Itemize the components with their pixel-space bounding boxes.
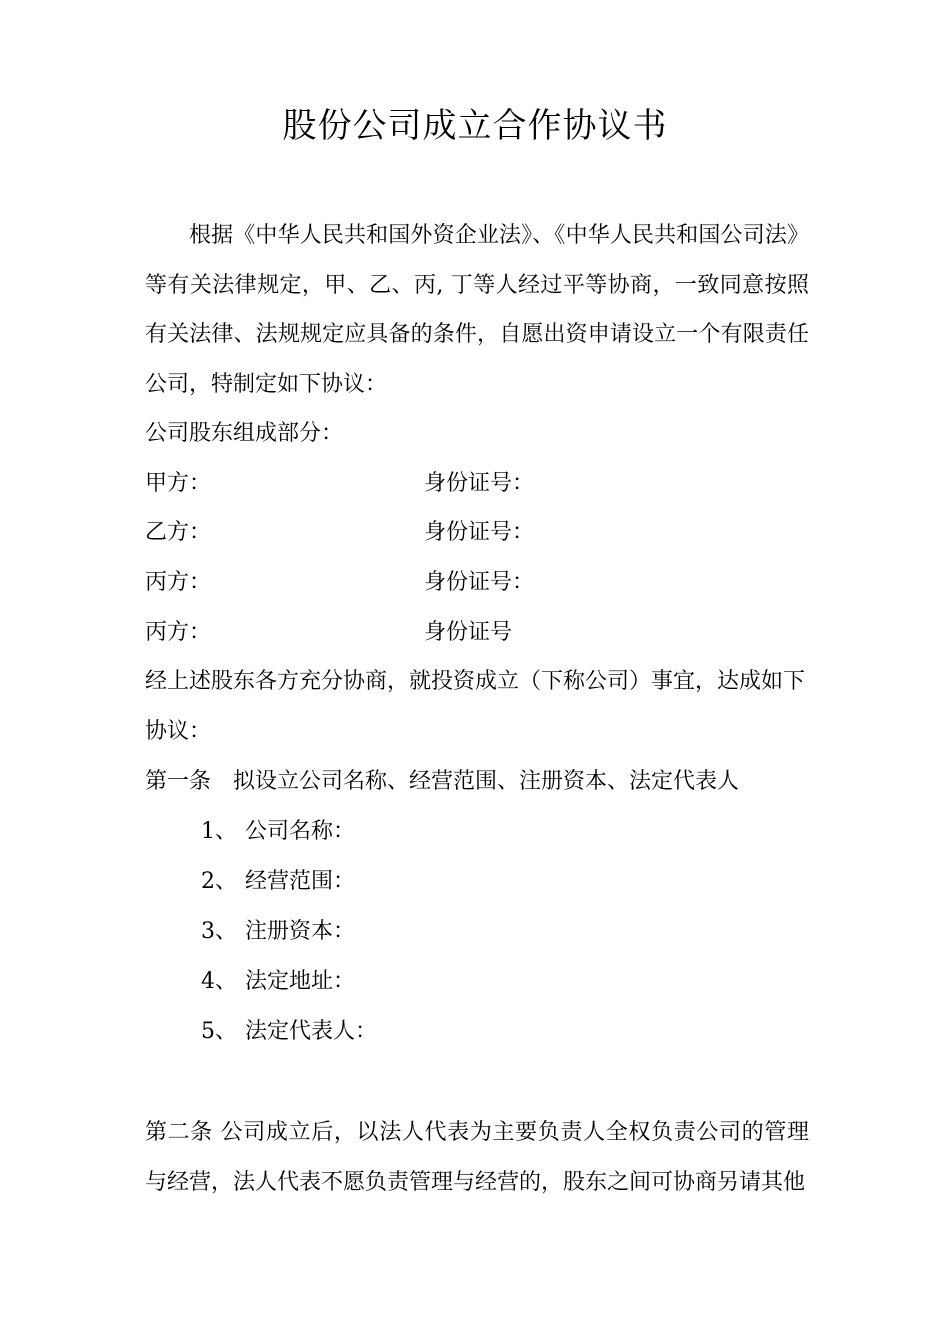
list-item-number: 1、 (201, 819, 237, 844)
party-name: 乙方： (145, 520, 212, 545)
list-item-label: 法定地址： (245, 969, 356, 994)
party-id-label: 身份证号： (424, 570, 535, 595)
list-item-number: 5、 (201, 1019, 237, 1044)
list-item-label: 注册资本： (245, 919, 356, 944)
article1-heading: 第一条 拟设立公司名称、经营范围、注册资本、法定代表人 (145, 769, 740, 794)
list-item-label: 法定代表人： (245, 1019, 378, 1044)
party-name: 丙方： (145, 570, 212, 595)
list-item-number: 4、 (201, 969, 237, 994)
party-id-label: 身份证号 (424, 620, 513, 645)
document-title: 股份公司成立合作协议书 (282, 106, 668, 146)
list-item-label: 公司名称： (245, 819, 356, 844)
list-item-label: 经营范围： (245, 869, 356, 894)
party-name: 甲方： (145, 471, 212, 496)
agreement-line: 经上述股东各方充分协商，就投资成立（下称公司）事宜，达成如下 (145, 669, 806, 694)
agreement-line: 协议： (145, 719, 212, 744)
shareholders-heading: 公司股东组成部分： (145, 421, 344, 446)
intro-paragraph: 根据《中华人民共和国外资企业法》、《中华人民共和国公司法》等有关法律规定，甲、乙、丙, 丁等人经过平等协商，一致同意按照有关法律、法规规定应具备的条件，自愿出资申请设立一个有限责任公司，特制定如下协议： (145, 223, 809, 397)
party-id-label: 身份证号： (424, 520, 535, 545)
party-name: 丙方： (145, 620, 212, 645)
list-item-number: 2、 (201, 869, 237, 894)
article2-paragraph: 第二条 公司成立后，以法人代表为主要负责人全权负责公司的管理与经营，法人代表不愿负责管理与经营的，股东之间可协商另请其他 (145, 1120, 809, 1195)
list-item-number: 3、 (201, 919, 237, 944)
party-id-label: 身份证号： (424, 471, 535, 496)
